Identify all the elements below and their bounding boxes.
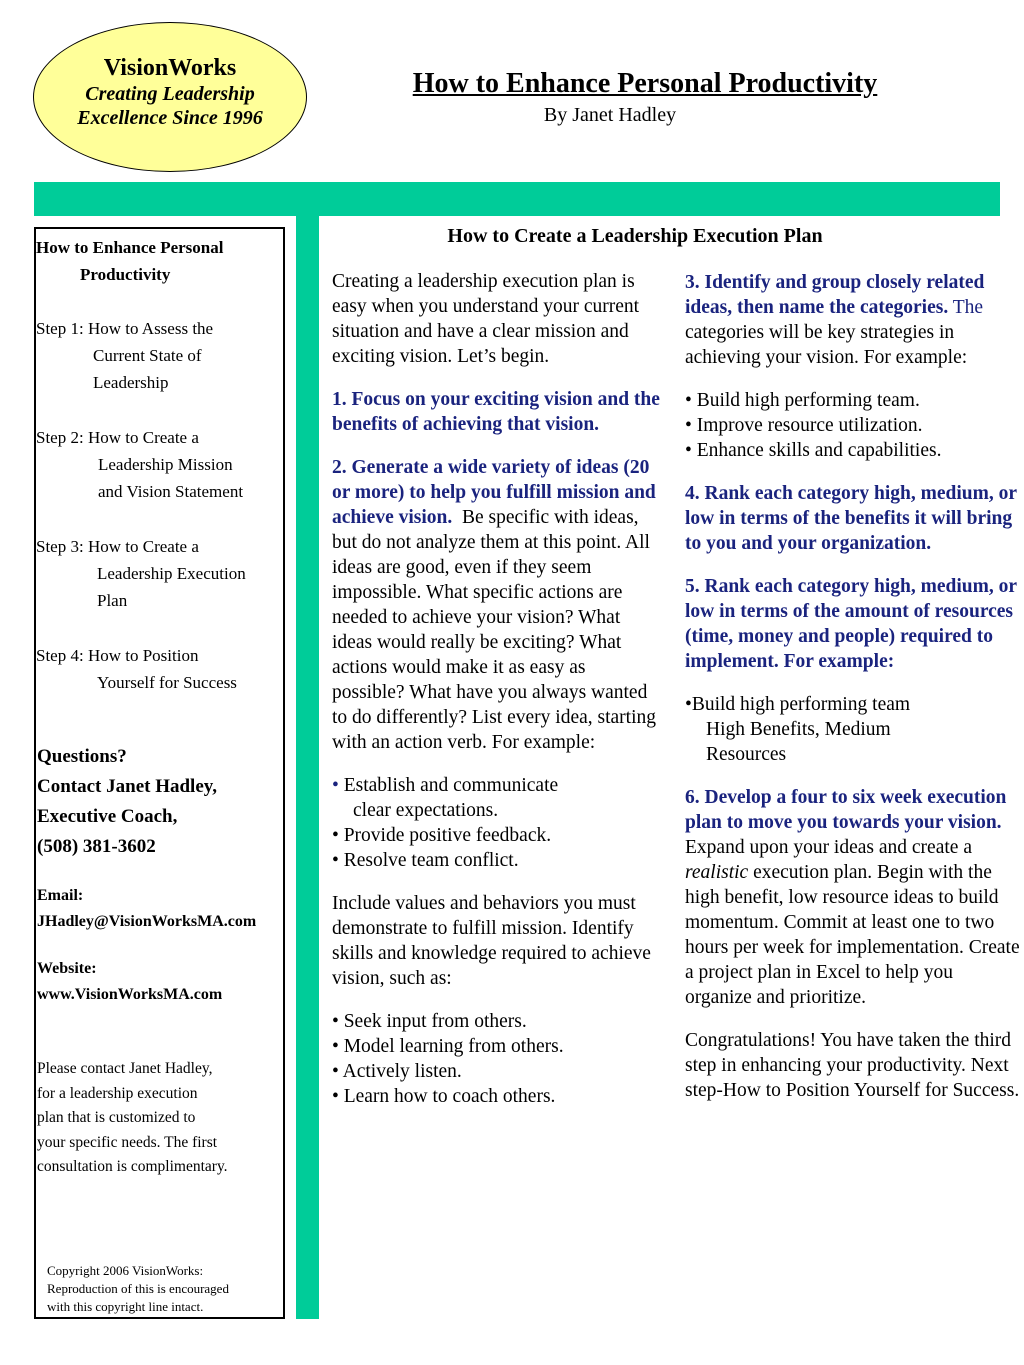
bullet-icon: • [685,390,692,411]
email-address[interactable]: JHadley@VisionWorksMA.com [37,913,257,930]
step-3-paragraph [685,270,1020,370]
values-paragraph: Include values and behaviors you must demonstrate to fulfill mission. Identify skills and knowledge required to achieve vision, such as: [332,893,651,989]
main-column-left [332,269,662,1127]
list-item: • Resolve team conflict. [332,850,519,871]
step-6-heading: 6. Develop a four to six week execution plan to move you towards your vision. [685,787,1007,833]
copyright-line: with this copyright line intact. [47,1299,204,1314]
toc-step-text: How to Create a [87,537,199,556]
step-1-heading: 1. Focus on your exciting vision and the benefits of achieving that vision. [332,389,660,435]
consult-line: consultation is complimentary. [37,1158,228,1175]
page-title: How to Enhance Personal Productivity [412,68,878,99]
toc-step-label: Step 4: [36,646,84,665]
logo-tagline-1: Creating Leadership [85,83,255,105]
website-block [37,956,222,1008]
list-item: • Enhance skills and capabilities. [685,440,942,461]
contact-phone: (508) 381-3602 [37,836,156,857]
bullet-icon: • [332,1036,339,1057]
toc-step-text: and Vision Statement [98,482,244,501]
bullet-icon: • [332,1061,339,1082]
list-item: • Build high performing team. [685,390,920,411]
step-6-text-b: execution plan. Begin with the high benefit, low resource ideas to build momentum. Commit at least one to two hours per week for implementation. Create a project plan in Excel to help you organize and prioritize. [685,862,1020,1008]
contact-name: Contact Janet Hadley, [37,776,217,797]
contact-role: Executive Coach, [37,806,178,827]
consult-line: your specific needs. The first [37,1133,218,1151]
toc-step-text: How to Assess the [87,319,214,338]
list-item-continuation: clear expectations. [353,800,499,821]
sidebar-divider-bar [296,216,319,1319]
visionworks-logo [33,22,307,172]
closing-paragraph: Congratulations! You have taken the third step in enhancing your productivity. Next step-How to Position Yourself for Success. [685,1030,1020,1101]
list-item: • Improve resource utilization. [685,415,923,436]
section-title: How to Create a Leadership Execution Plan [447,225,823,247]
header-divider-bar [34,182,1000,216]
contact-block [37,742,217,862]
step-6-italic: realistic [685,862,749,883]
toc-step-label: Step 1: [36,319,84,338]
step-3-heading: 3. Identify and group closely related ideas, then name the categories. [685,272,985,318]
toc-step-text: Leadership [93,373,169,392]
example-line: •Build high performing team [685,694,911,715]
step-2-text: Be specific with ideas, but do not analyze them at this point. All ideas are good, even if they seem impossible. What specific actions are needed to achieve your vision? What ideas would really be exciting? What actions would make it as easy as possible? What have you always wanted to do differently? List every idea, starting with an action verb. For example: [332,507,656,753]
main-column-right [685,270,1020,1121]
copyright-line: Reproduction of this is encouraged [47,1281,229,1296]
copyright-note [47,1262,277,1316]
copyright-line: Copyright 2006 VisionWorks: [47,1263,204,1278]
toc-step-text: Leadership Execution [97,564,246,583]
step-2-heading: 2. Generate a wide variety of ideas (20 or more) to help you fulfill mission and achieve vision. [332,457,656,528]
logo-tagline-2: Excellence Since 1996 [77,107,263,129]
bullet-icon: • [332,1086,339,1107]
toc-step-text: How to Create a [87,428,199,447]
intro-paragraph: Creating a leadership execution plan is easy when you understand your current situation and have a clear mission and exciting vision. Let’s begin. [332,271,640,367]
toc-step-2 [36,424,243,505]
questions-heading: Questions? [37,746,127,767]
byline: By Janet Hadley [543,104,677,126]
list-item: • Seek input from others. [332,1011,527,1032]
bullet-icon: • [685,415,692,436]
website-link[interactable]: www.VisionWorksMA.com [37,986,223,1003]
ideas-list [332,773,662,873]
sidebar-toc-title [36,234,223,288]
bullet-icon: • [332,775,339,796]
toc-step-text: How to Position [87,646,199,665]
email-label: Email: [37,887,84,904]
toc-step-4 [36,642,237,696]
toc-step-3 [36,533,246,614]
website-label: Website: [37,960,97,977]
email-block [37,883,256,935]
toc-step-1 [36,315,213,396]
list-item: • Establish and communicate [332,775,559,796]
list-item: • Actively listen. [332,1061,462,1082]
toc-title-line-1: How to Enhance Personal [36,238,224,257]
bullet-icon: • [332,1011,339,1032]
toc-step-label: Step 2: [36,428,84,447]
toc-step-text: Leadership Mission [98,455,233,474]
step-6-text-a: Expand upon your ideas and create a [685,837,972,858]
step-5-heading: 5. Rank each category high, medium, or low in terms of the amount of resources (time, money and people) required to implement. For example: [685,576,1017,672]
consult-line: Please contact Janet Hadley, [37,1060,213,1077]
step-4-heading: 4. Rank each category high, medium, or low in terms of the benefits it will bring to you and your organization. [685,483,1017,554]
example-line: High Benefits, Medium [706,719,891,740]
logo-name: VisionWorks [103,55,237,81]
consult-line: plan that is customized to [37,1109,196,1126]
toc-step-text: Current State of [93,346,202,365]
bullet-icon: • [332,850,339,871]
toc-title-line-2: Productivity [80,265,171,284]
bullet-icon: • [332,825,339,846]
list-item: • Model learning from others. [332,1036,564,1057]
step-3-text-lead: The [952,297,984,318]
list-item: • Provide positive feedback. [332,825,552,846]
step-6-paragraph [685,785,1020,1010]
toc-step-text: Plan [97,591,128,610]
step-2-paragraph [332,455,662,755]
ranking-example [685,692,1020,767]
list-item: • Learn how to coach others. [332,1086,556,1107]
toc-step-label: Step 3: [36,537,84,556]
categories-list [685,388,1020,463]
consult-line: for a leadership execution [37,1084,198,1102]
consultation-note [37,1057,281,1180]
example-line: Resources [706,744,787,765]
step-3-text: categories will be key strategies in achieving your vision. For example: [685,322,968,368]
bullet-icon: • [685,440,692,461]
skills-list [332,1009,662,1109]
toc-step-text: Yourself for Success [97,673,237,692]
